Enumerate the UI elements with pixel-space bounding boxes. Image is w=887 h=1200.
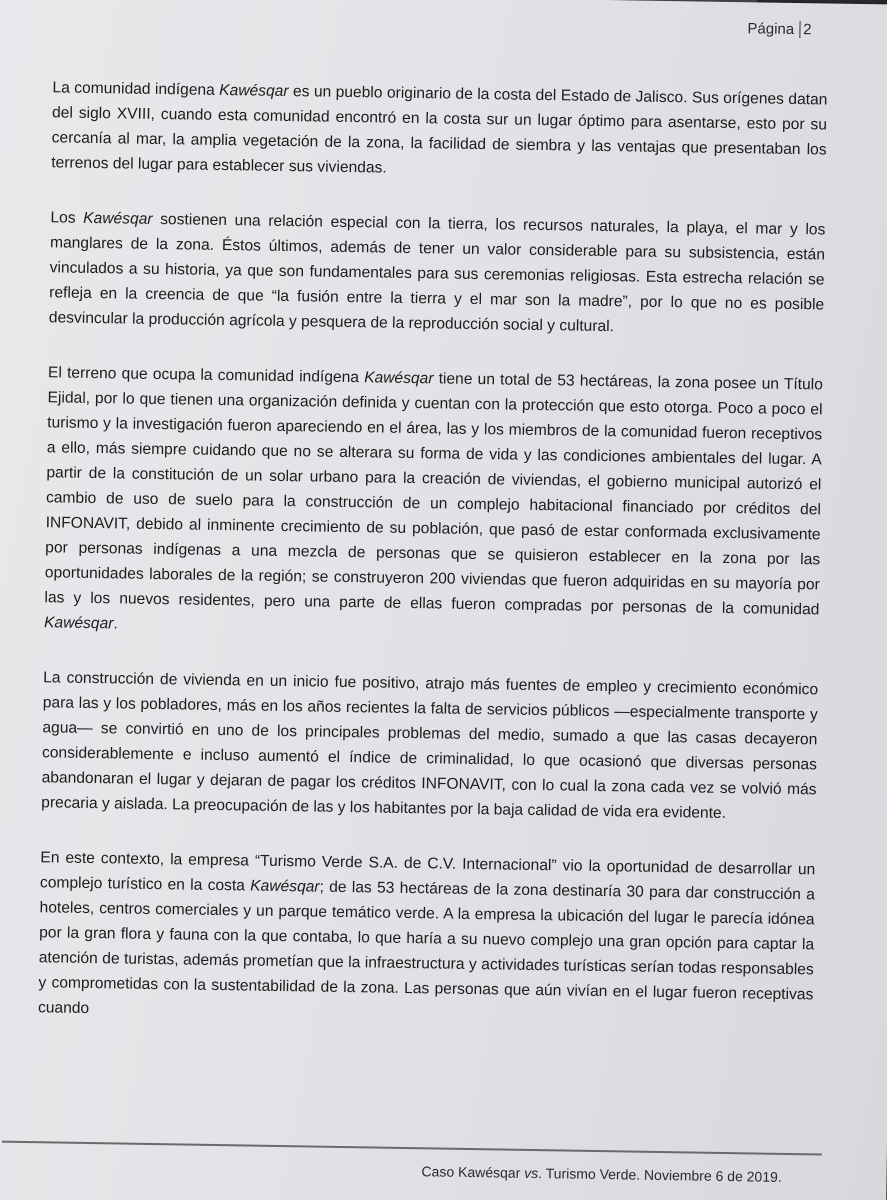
italic-term: Kawésqar — [43, 614, 114, 633]
paragraph-5 — [38, 845, 816, 1032]
paragraph-text: ; de las 53 hectáreas de la zona destinaría 30 para dar construcción a hoteles, centros comerciales y un parque temático verde. A la empresa la ubicación del lugar le parecía idónea por la gran flora y fauna con la que contaba, lo que haría a su nuevo complejo una gran opción para captar la atención de turistas, además prometían que la infraestructura y actividades turísticas serían todas responsables y comprometidas con la sustentabilidad de la zona. Las personas que aún vivían en el lugar fueron receptivas cuando — [37, 878, 816, 1017]
paragraph-3 — [44, 360, 823, 647]
italic-term: Kawésqar — [83, 209, 153, 228]
paragraph-text: El terreno que ocupa la comunidad indígena — [47, 364, 365, 387]
paragraph-1 — [51, 75, 827, 187]
footer-divider — [2, 1141, 822, 1156]
paragraph-text: Los — [50, 209, 84, 227]
paragraph-text: . — [113, 615, 118, 633]
paragraph-text: La comunidad indígena — [52, 79, 220, 99]
paragraph-text: sostienen una relación especial con la tierra, los recursos naturales, la playa, el mar y los manglares de la zona. Éstos últimos, además de tener un valor considerable para su subsistencia, están vinculados a su historia, ya que son fundamentales para sus ceremonias religiosas. Esta estrecha relación se refleja en la creencia de que “la fusión entre la tierra y el mar son la madre”, por lo que no es posible desvincular la producción agrícola y pesquera de la reproducción social y cultural. — [48, 210, 826, 336]
footer-text: . Turismo Verde. Noviembre 6 de 2019. — [538, 1165, 782, 1185]
paragraph-text: En este contexto, la empresa “Turismo Verde S.A. de C.V. Internacional” vio la oportunidad de desarrollar un complejo turístico en la costa — [39, 849, 816, 895]
footer-vs: vs — [524, 1164, 539, 1182]
paragraph-2 — [49, 205, 826, 342]
paragraph-4 — [41, 665, 818, 827]
paragraph-text: La construcción de vivienda en un inicio fue positivo, atrajo más fuentes de empleo y crecimiento económico para las y los pobladores, más en los años recientes la falta de servicios públicos —especialmente transporte y agua— se convirtió en uno de los principales problemas del medio, sumado a que las casas decayeron considerablemente e incluso aumentó el índice de criminalidad, lo que ocasionó que diversas personas abandonaran el lugar y dejaran de pagar los créditos INFONAVIT, con lo cual la zona cada vez se volvió más precaria y aislada. La preocupación de las y los habitantes por la baja calidad de vida era evidente. — [41, 669, 819, 822]
page-number-header — [747, 20, 811, 38]
body-text — [38, 75, 828, 1032]
italic-term: Kawésqar — [364, 369, 434, 388]
page-footer — [421, 1163, 782, 1185]
italic-term: Kawésqar — [250, 877, 320, 896]
page-separator — [799, 21, 800, 38]
footer-text: Caso Kawésqar — [421, 1163, 525, 1181]
paragraph-text: tiene un total de 53 hectáreas, la zona posee un Título Ejidal, por lo que tienen una organización definida y cuentan con la protección que esto otorga. Poco a poco el turismo y la investigación fueron apareciendo en el área, las y los miembros de la comunidad fueron receptivos a ello, más siempre cuidando que no se alterara su forma de vida y las condiciones ambientales del lugar. A partir de la constitución de un solar urbano para la creación de viviendas, el gobierno municipal autorizó el cambio de uso de suelo para la construcción de un complejo habitacional financiado por créditos del INFONAVIT, debido al inminente crecimiento de su población, que pasó de estar conformada exclusivamente por personas indígenas a una mezcla de personas que se quisieron establecer en la zona por las oportunidades laborales de la región; se construyeron 200 viviendas que fueron adquiridas en su mayoría por las y los nuevos residentes, pero una parte de ellas fueron compradas por personas de la comunidad — [44, 370, 824, 619]
paragraph-text: es un pueblo originario de la costa del Estado de Jalisco. Sus orígenes datan del siglo XVIII, cuando esta comunidad encontró en la costa sur un lugar óptimo para asentarse, esto por su cercanía al mar, la amplia vegetación de la zona, la facilidad de siembra y las ventajas que presentaban los terrenos del lugar para establecer sus viviendas. — [51, 83, 828, 177]
page-word: Página — [747, 20, 795, 38]
italic-term: Kawésqar — [219, 81, 289, 101]
page-number: 2 — [803, 21, 812, 39]
